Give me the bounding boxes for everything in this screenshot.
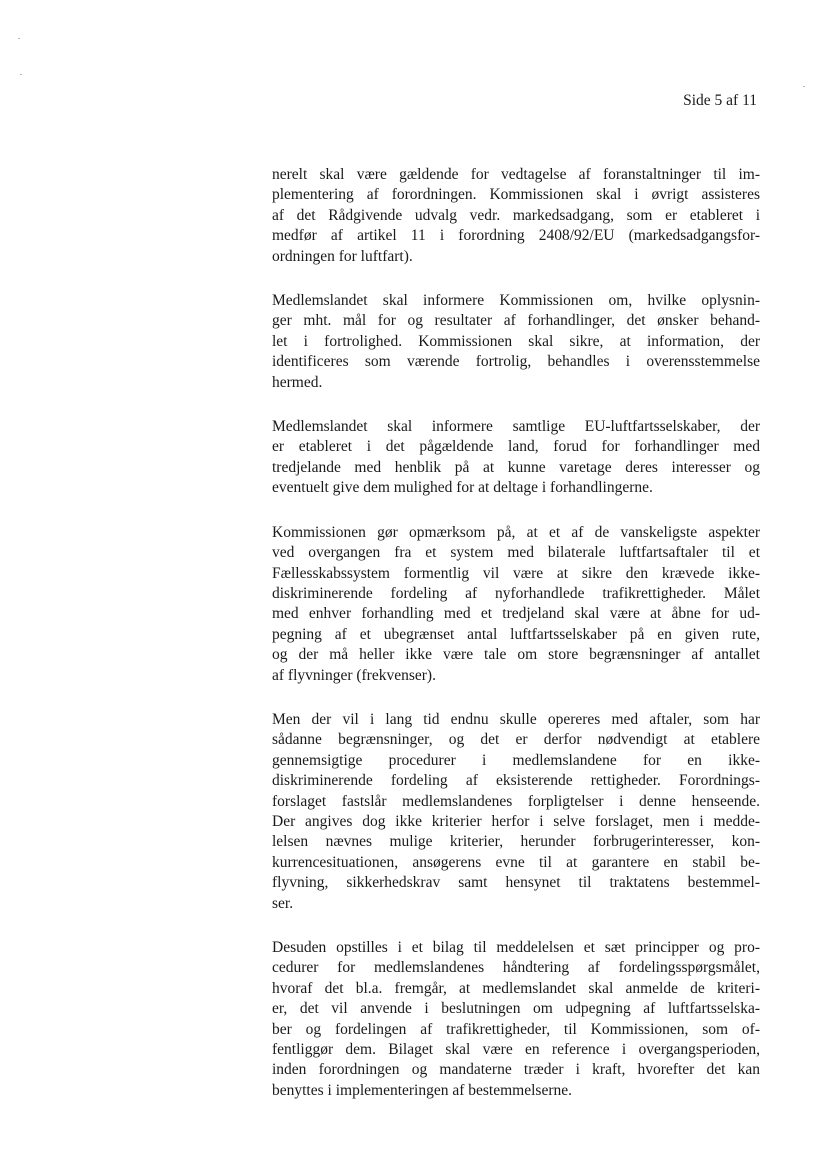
text-line: Kommissionen gør opmærksom på, at et af de vanskeligste aspekter bbox=[272, 523, 760, 541]
text-line: er etableret i det pågældende land, forud for forhandlinger med bbox=[272, 438, 760, 456]
text-line: tredjelande med henblik på at kunne varetage deres interesser og bbox=[272, 458, 760, 476]
text-line: Fællesskabssystem formentlig vil være at sikre den krævede ikke- bbox=[272, 564, 760, 582]
text-line: ordningen for luftfart). bbox=[272, 247, 413, 265]
text-line: af flyvninger (frekvenser). bbox=[272, 666, 436, 684]
text-line: kurrencesituationen, ansøgerens evne til at garantere en stabil be- bbox=[272, 853, 760, 871]
scan-speck bbox=[20, 74, 22, 75]
text-line: diskriminerende fordeling af eksisterende rettigheder. Forordnings- bbox=[272, 772, 760, 790]
text-line: Der angives dog ikke kriterier herfor i selve forslaget, men i medde- bbox=[272, 812, 760, 830]
text-line: hvoraf det bl.a. fremgår, at medlemslandet skal anmelde de kriteri- bbox=[272, 979, 760, 997]
paragraph-6 bbox=[272, 938, 760, 1101]
text-line: Medlemslandet skal informere Kommissionen om, hvilke oplysnin- bbox=[272, 292, 760, 310]
text-line: og der må heller ikke være tale om store begrænsninger af antallet bbox=[272, 646, 760, 664]
text-line: Medlemslandet skal informere samtlige EU-luftfartsselskaber, der bbox=[272, 418, 760, 436]
text-line: Men der vil i lang tid endnu skulle opereres med aftaler, som har bbox=[272, 710, 760, 728]
text-line: inden forordningen og mandaterne træder i kraft, hvorefter det kan bbox=[272, 1061, 760, 1079]
paragraph-4 bbox=[272, 523, 760, 686]
text-line: nerelt skal være gældende for vedtagelse af foranstaltninger til im- bbox=[272, 166, 760, 183]
text-line: pegning af et ubegrænset antal luftfartsselskaber på en given rute, bbox=[272, 625, 760, 643]
paragraph-5 bbox=[272, 710, 760, 914]
body-text bbox=[272, 165, 760, 1125]
text-line: diskriminerende fordeling af nyforhandlede trafikrettigheder. Målet bbox=[272, 584, 760, 602]
text-line: forslaget fastslår medlemslandenes forpligtelser i denne henseende. bbox=[272, 792, 760, 810]
paragraph-2 bbox=[272, 291, 760, 393]
paragraph-1 bbox=[272, 165, 760, 267]
text-line: er, det vil anvende i beslutningen om udpegning af luftfartsselska- bbox=[272, 1000, 760, 1018]
text-line: hermed. bbox=[272, 373, 323, 391]
text-line: gennemsigtige procedurer i medlemslandene for en ikke- bbox=[272, 751, 760, 769]
text-line: flyvning, sikkerhedskrav samt hensynet til traktatens bestemmel- bbox=[272, 874, 760, 892]
text-line: sådanne begrænsninger, og det er derfor nødvendigt at etablere bbox=[272, 731, 760, 749]
text-line: let i fortrolighed. Kommissionen skal sikre, at information, der bbox=[272, 332, 760, 350]
text-line: cedurer for medlemslandenes håndtering af fordelingsspørgsmålet, bbox=[272, 959, 760, 977]
text-line: benyttes i implementeringen af bestemmelserne. bbox=[272, 1081, 572, 1099]
scan-speck bbox=[803, 86, 805, 87]
text-line: lelsen nævnes mulige kriterier, herunder forbrugerinteresser, kon- bbox=[272, 833, 760, 851]
text-line: ved overgangen fra et system med bilaterale luftfartsaftaler til et bbox=[272, 544, 760, 562]
scan-speck bbox=[18, 38, 20, 39]
page-number: Side 5 af 11 bbox=[683, 92, 757, 109]
text-line: med enhver forhandling med et tredjeland skal være at åbne for ud- bbox=[272, 605, 760, 623]
text-line: medfør af artikel 11 i forordning 2408/92/EU (markedsadgangsfor- bbox=[272, 227, 760, 245]
paragraph-3 bbox=[272, 417, 760, 499]
text-line: fentliggør dem. Bilaget skal være en reference i overgangsperioden, bbox=[272, 1041, 760, 1059]
text-line: af det Rådgivende udvalg vedr. markedsadgang, som er etableret i bbox=[272, 206, 760, 224]
text-line: ber og fordelingen af trafikrettigheder, til Kommissionen, som of- bbox=[272, 1020, 760, 1038]
text-line: Desuden opstilles i et bilag til meddelelsen et sæt principper og pro- bbox=[272, 939, 760, 956]
text-line: plementering af forordningen. Kommissionen skal i øvrigt assisteres bbox=[272, 186, 760, 204]
text-line: identificeres som værende fortrolig, behandles i overensstemmelse bbox=[272, 353, 760, 371]
text-line: ger mht. mål for og resultater af forhandlinger, det ønsker behand- bbox=[272, 312, 760, 330]
text-line: eventuelt give dem mulighed for at deltage i forhandlingerne. bbox=[272, 479, 653, 497]
text-line: ser. bbox=[272, 894, 294, 912]
